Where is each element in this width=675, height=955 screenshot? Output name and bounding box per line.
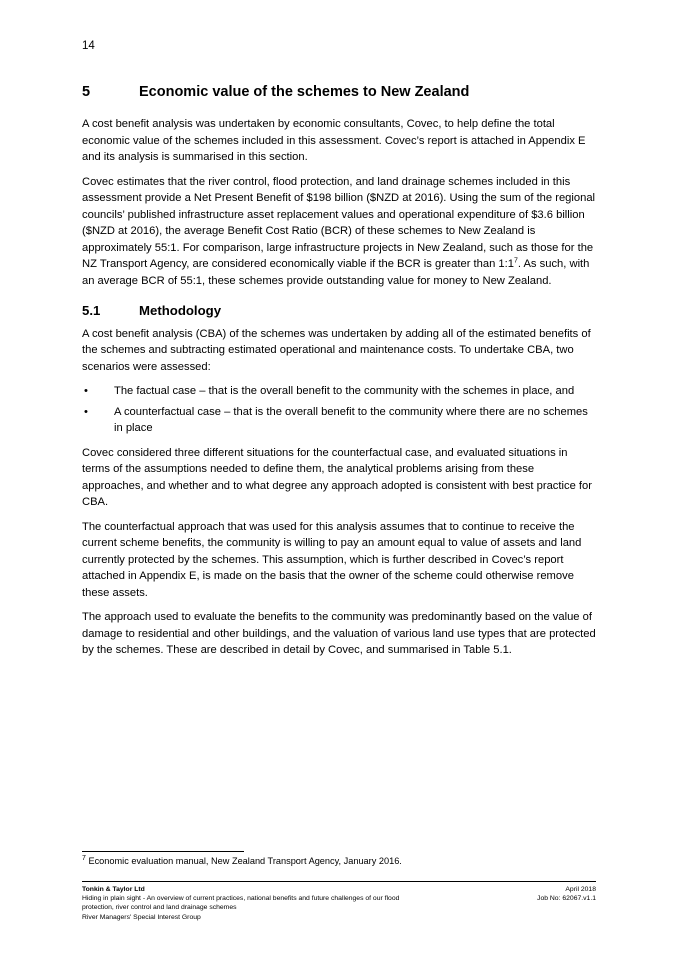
- paragraph: A cost benefit analysis was undertaken by economic consultants, Covec, to help define the total economic value of the schemes included in this assessment. Covec’s report is attached in Appendix E and its analysis is summarised in this section.: [82, 118, 586, 163]
- paragraph: A cost benefit analysis (CBA) of the schemes was undertaken by adding all of the estimated benefits of the schemes and subtracting estimated operational and maintenance costs. To undertake CBA, two scenarios were assessed:: [82, 327, 591, 373]
- section-title: Economic value of the schemes to New Zealand: [139, 84, 470, 100]
- page-number: 14: [82, 40, 95, 52]
- paragraph: The approach used to evaluate the benefits to the community was predominantly based on the value of damage to residential and other buildings, and the valuation of various land use types that are protected by the schemes. These are described in detail by Covec, and summarised in Table 5.1.: [82, 611, 596, 656]
- footer-company: Tonkin & Taylor Ltd: [82, 886, 145, 893]
- footnote-divider: [82, 851, 244, 852]
- footer-report-title-line-2: protection, river control and land drainage schemes: [82, 904, 237, 912]
- section-heading: [82, 84, 602, 100]
- bullet-icon: •: [84, 385, 88, 397]
- list-item-text: A counterfactual case – that is the overall benefit to the community where there are no schemes in place: [114, 405, 588, 434]
- list-item-text: The factual case – that is the overall benefit to the community with the schemes in place, and: [114, 385, 575, 397]
- footnote-reference: 7: [513, 257, 518, 265]
- footer-right: [537, 885, 596, 903]
- section-number: 5: [82, 84, 91, 100]
- paragraph: Covec considered three different situations for the counterfactual case, and evaluated situations in terms of the assumptions needed to define them, the analytical problems arising from these approaches, and whether and to what degree any approach adopted is consistent with best practice for CBA.: [82, 446, 592, 508]
- body-text: [82, 116, 596, 667]
- footnote-text: Economic evaluation manual, New Zealand Transport Agency, January 2016.: [85, 856, 402, 866]
- paragraph: The counterfactual approach that was used for this analysis assumes that to continue to receive the current scheme benefits, the community is willing to pay an amount equal to value of assets and land currently protected by the schemes. This assumption, which is further described in Covec’s report attached in Appendix E, is made on the basis that the owner of the scheme could otherwise remove these assets.: [82, 520, 582, 599]
- paragraph-text: Covec estimates that the river control, flood protection, and land drainage schemes included in this assessment provide a Net Present Benefit of $198 billion ($NZD at 2016). Using the sum of the regional councils’ published infrastructure asset replacement values and operational expenditure of $3.6 billion ($NZD at 2016), the average Benefit Cost Ratio (BCR) of these schemes to New Zealand is approximately 55:1. For comparison, large infrastructure projects in New Zealand, such as those for the NZ Transport Agency, are considered economically viable if the BCR is greater than 1:1: [82, 175, 596, 270]
- bullet-icon: •: [84, 405, 88, 418]
- list-item: [82, 404, 596, 437]
- paragraph-text-tail: . As such, with an average BCR of 55:1, these schemes provide outstanding value for money to New Zealand.: [82, 258, 590, 287]
- bullet-list: [82, 383, 596, 437]
- footer-divider: [82, 881, 596, 882]
- footnote: [82, 856, 402, 866]
- list-item: [82, 383, 596, 400]
- footer-job-number: Job No: 62067.v1.1: [537, 895, 596, 903]
- footnote-number: 7: [82, 854, 86, 862]
- footer-left: [82, 885, 442, 922]
- subsection-heading: [82, 303, 596, 320]
- subsection-number: 5.1: [82, 303, 101, 318]
- subsection-title: Methodology: [139, 303, 222, 318]
- paragraph: [82, 174, 596, 290]
- footer-report-title-line-1: Hiding in plain sight - An overview of current practices, national benefits and future challenges of our flood: [82, 895, 400, 903]
- footer-client: River Managers' Special Interest Group: [82, 913, 201, 921]
- footer-date: April 2018: [565, 886, 596, 893]
